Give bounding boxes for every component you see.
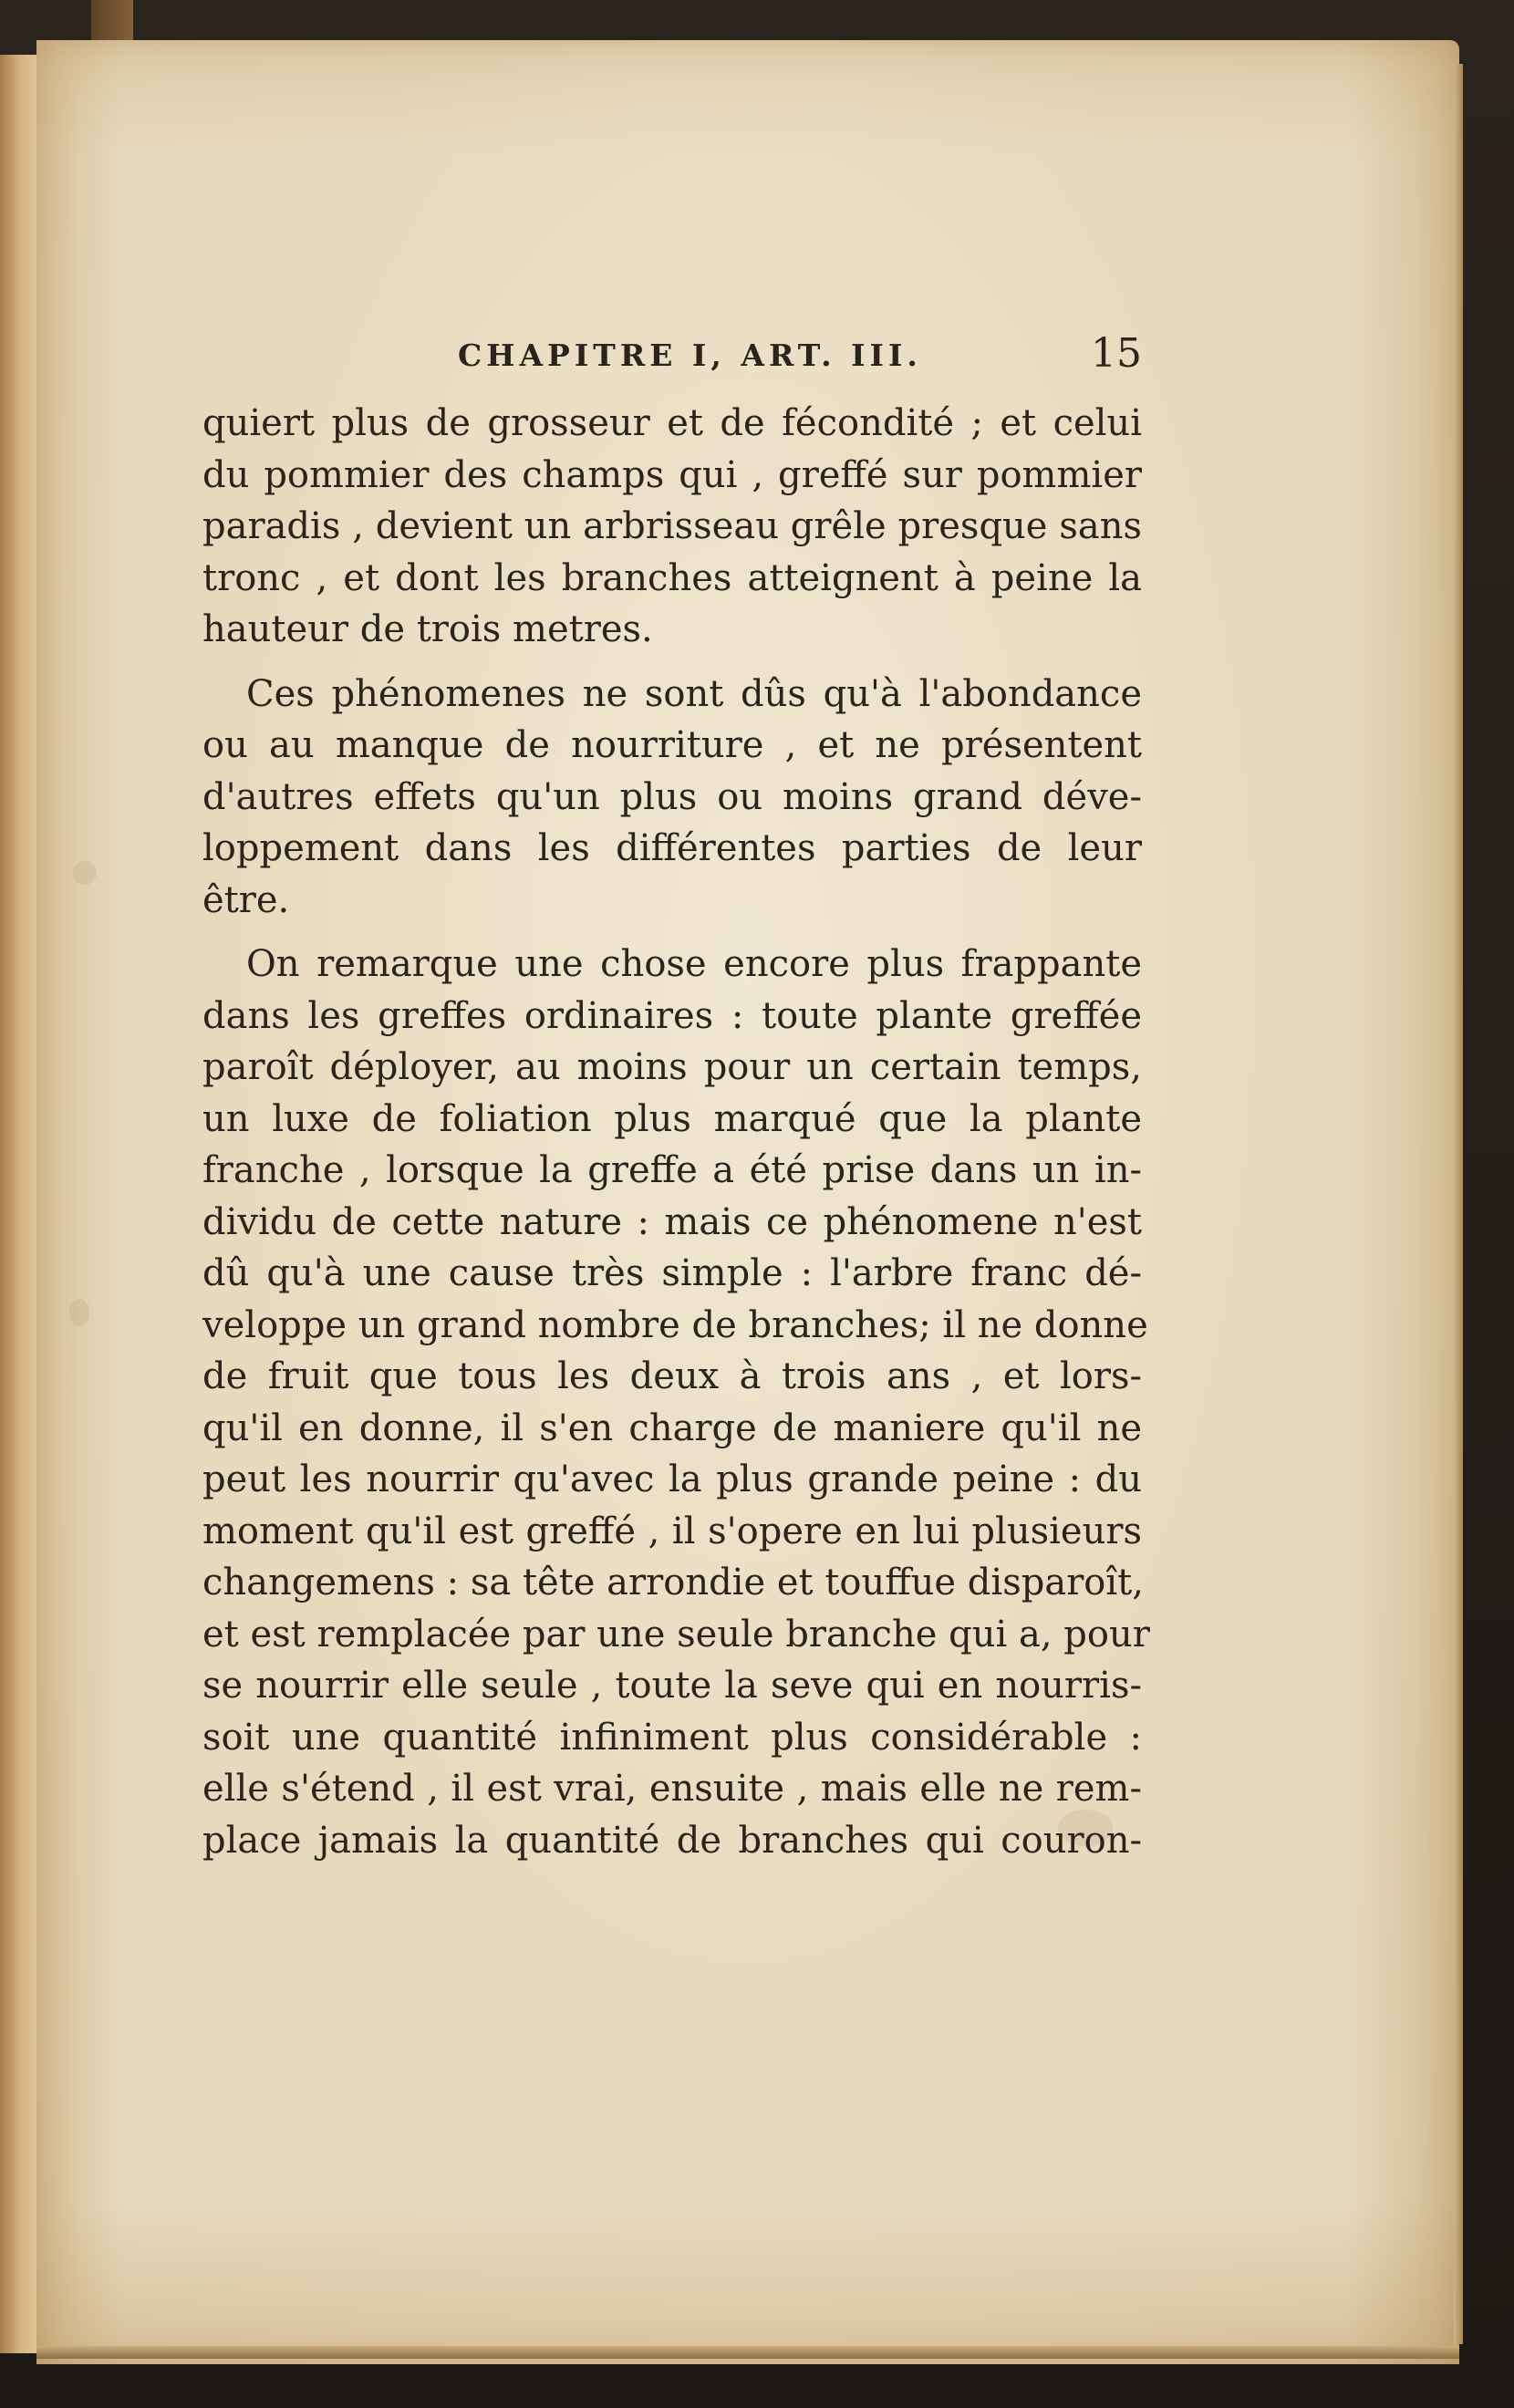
- text-line: changemens : sa tête arrondie et touffue disparoît,: [202, 1562, 1144, 1604]
- text-line: dû qu'à une cause très simple : l'arbre franc dé-: [202, 1252, 1142, 1294]
- paragraph: [202, 669, 1142, 927]
- text-line: du pommier des champs qui , greffé sur pommier: [202, 453, 1142, 496]
- text-line: paradis , devient un arbrisseau grêle presque sans: [202, 505, 1142, 547]
- text-line: elle s'étend , il est vrai, ensuite , mais elle ne rem-: [202, 1768, 1142, 1810]
- text-line: soit une quantité infiniment plus considérable :: [202, 1716, 1142, 1759]
- text-block: [202, 330, 1150, 1866]
- text-line: quiert plus de grosseur et de fécondité ; et celui: [202, 402, 1142, 444]
- text-line: place jamais la quantité de branches qui couron-: [202, 1819, 1142, 1862]
- text-line: se nourrir elle seule , toute la seve qui en nourris-: [202, 1665, 1142, 1707]
- running-head-title: CHAPITRE I, ART. III.: [458, 337, 922, 373]
- text-line: dividu de cette nature : mais ce phénomene n'est: [202, 1200, 1142, 1243]
- text-line: d'autres effets qu'un plus ou moins grand déve-: [202, 775, 1142, 818]
- text-line: un luxe de foliation plus marqué que la plante: [202, 1097, 1142, 1140]
- page-right-edge: [1454, 64, 1463, 2344]
- text-line: de fruit que tous les deux à trois ans , et lors-: [202, 1355, 1142, 1397]
- text-line: dans les greffes ordinaires : toute plante greffée: [202, 994, 1142, 1037]
- paper-spot: [69, 1299, 89, 1326]
- text-line: peut les nourrir qu'avec la plus grande peine : du: [202, 1458, 1142, 1500]
- text-line: Ces phénomenes ne sont dûs qu'à l'abondance: [246, 672, 1142, 715]
- text-line: tronc , et dont les branches atteignent à peine la: [202, 556, 1142, 599]
- page-number: 15: [1091, 330, 1142, 377]
- paragraph: [202, 939, 1150, 1866]
- paper-spot: [73, 861, 97, 885]
- text-line: loppement dans les différentes parties de leur: [202, 827, 1142, 869]
- text-line: qu'il en donne, il s'en charge de maniere qu'il ne: [202, 1406, 1142, 1449]
- text-line: hauteur de trois metres.: [202, 608, 653, 650]
- running-head: [202, 330, 1142, 398]
- text-line: franche , lorsque la greffe a été prise dans un in-: [202, 1149, 1142, 1191]
- text-line: être.: [202, 878, 290, 921]
- paragraph: [202, 398, 1142, 656]
- text-line: et est remplacée par une seule branche qui a, pour: [202, 1613, 1150, 1656]
- text-line: ou au manque de nourriture , et ne présentent: [202, 724, 1142, 766]
- text-line: moment qu'il est greffé , il s'opere en lui plusieurs: [202, 1510, 1142, 1552]
- text-line: paroît déployer, au moins pour un certain temps,: [202, 1046, 1142, 1088]
- text-line: On remarque une chose encore plus frappante: [246, 943, 1142, 985]
- text-line: veloppe un grand nombre de branches; il ne donne: [202, 1303, 1148, 1346]
- page-bottom-edge: [36, 2346, 1459, 2359]
